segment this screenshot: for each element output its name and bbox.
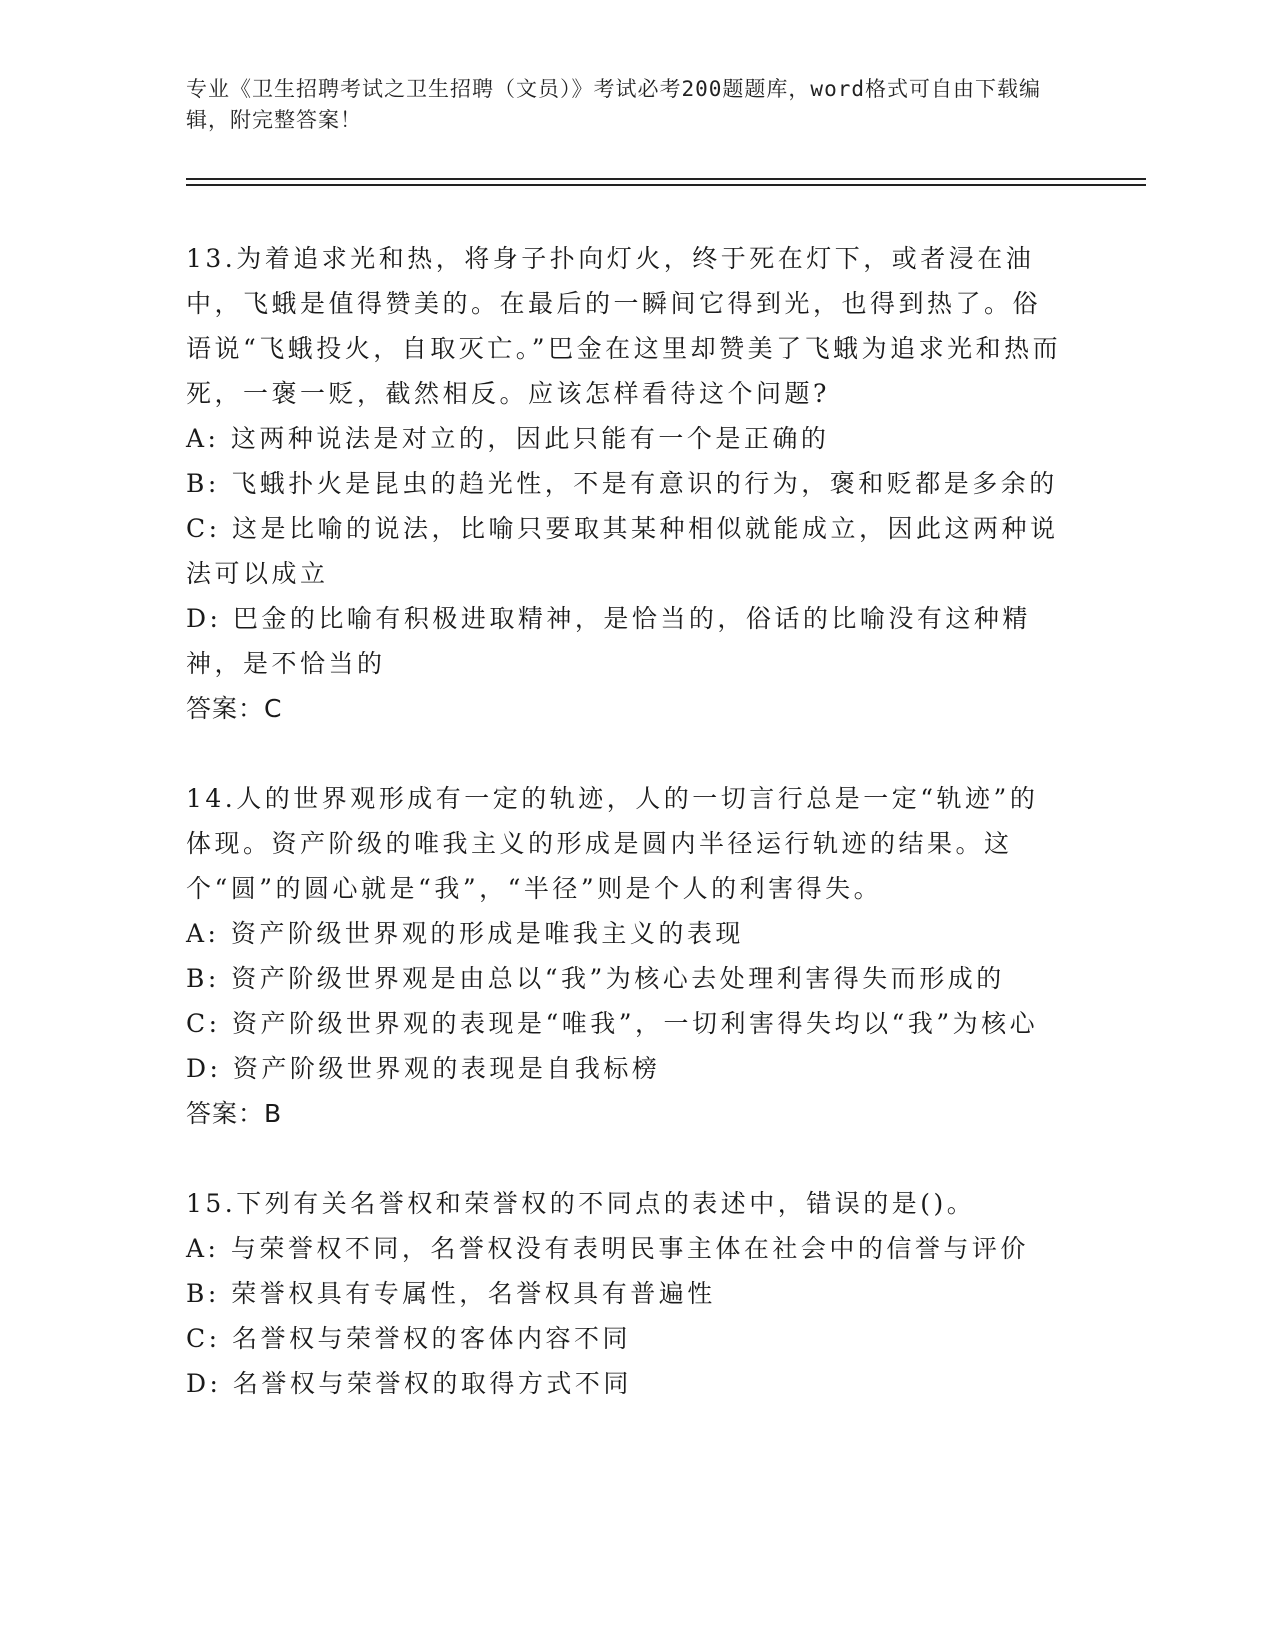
- question-spacer: [186, 1136, 1066, 1181]
- option-a: A: 这两种说法是对立的，因此只能有一个是正确的: [186, 424, 830, 453]
- option-b: B: 资产阶级世界观是由总以“我”为核心去处理利害得失而形成的: [186, 964, 1005, 993]
- option-a: A: 与荣誉权不同，名誉权没有表明民事主体在社会中的信誉与评价: [186, 1234, 1029, 1263]
- question-stem: 13.为着追求光和热，将身子扑向灯火，终于死在灯下，或者浸在油中，飞蛾是值得赞美的。在最后的一瞬间它得到光，也得到热了。俗语说“飞蛾投火，自取灭亡。”巴金在这里却赞美了飞蛾为追求光和热而死，一褒一贬，截然相反。应该怎样看待这个问题?: [186, 244, 1062, 408]
- option-d: D: 资产阶级世界观的表现是自我标榜: [186, 1054, 661, 1083]
- option-a: A: 资产阶级世界观的形成是唯我主义的表现: [186, 919, 744, 948]
- question-spacer: [186, 731, 1066, 776]
- document-header: 专业《卫生招聘考试之卫生招聘（文员）》考试必考200题题库，word格式可自由下载编辑，附完整答案！: [186, 77, 1041, 132]
- answer-label: 答案：B: [186, 1099, 283, 1128]
- option-c: C: 名誉权与荣誉权的客体内容不同: [186, 1324, 631, 1353]
- option-c: C: 资产阶级世界观的表现是“唯我”，一切利害得失均以“我”为核心: [186, 1009, 1039, 1038]
- answer-label: 答案：C: [186, 694, 283, 723]
- header-rule-top: [186, 178, 1146, 180]
- question-14: [186, 776, 1066, 1136]
- option-c: C: 这是比喻的说法，比喻只要取其某种相似就能成立，因此这两种说法可以成立: [186, 514, 1059, 588]
- question-13: [186, 236, 1066, 731]
- option-b: B: 飞蛾扑火是昆虫的趋光性，不是有意识的行为，褒和贬都是多余的: [186, 469, 1058, 498]
- option-b: B: 荣誉权具有专属性，名誉权具有普遍性: [186, 1279, 716, 1308]
- question-stem: 15.下列有关名誉权和荣誉权的不同点的表述中，错误的是()。: [186, 1189, 976, 1218]
- header-rule-bottom: [186, 184, 1146, 186]
- question-15: [186, 1181, 1066, 1406]
- option-d: D: 名誉权与荣誉权的取得方式不同: [186, 1369, 632, 1398]
- question-list: [186, 236, 1066, 1406]
- question-stem: 14.人的世界观形成有一定的轨迹，人的一切言行总是一定“轨迹”的体现。资产阶级的唯我主义的形成是圆内半径运行轨迹的结果。这个“圆”的圆心就是“我”，“半径”则是个人的利害得失。: [186, 784, 1039, 903]
- option-d: D: 巴金的比喻有积极进取精神，是恰当的，俗话的比喻没有这种精神，是不恰当的: [186, 604, 1031, 678]
